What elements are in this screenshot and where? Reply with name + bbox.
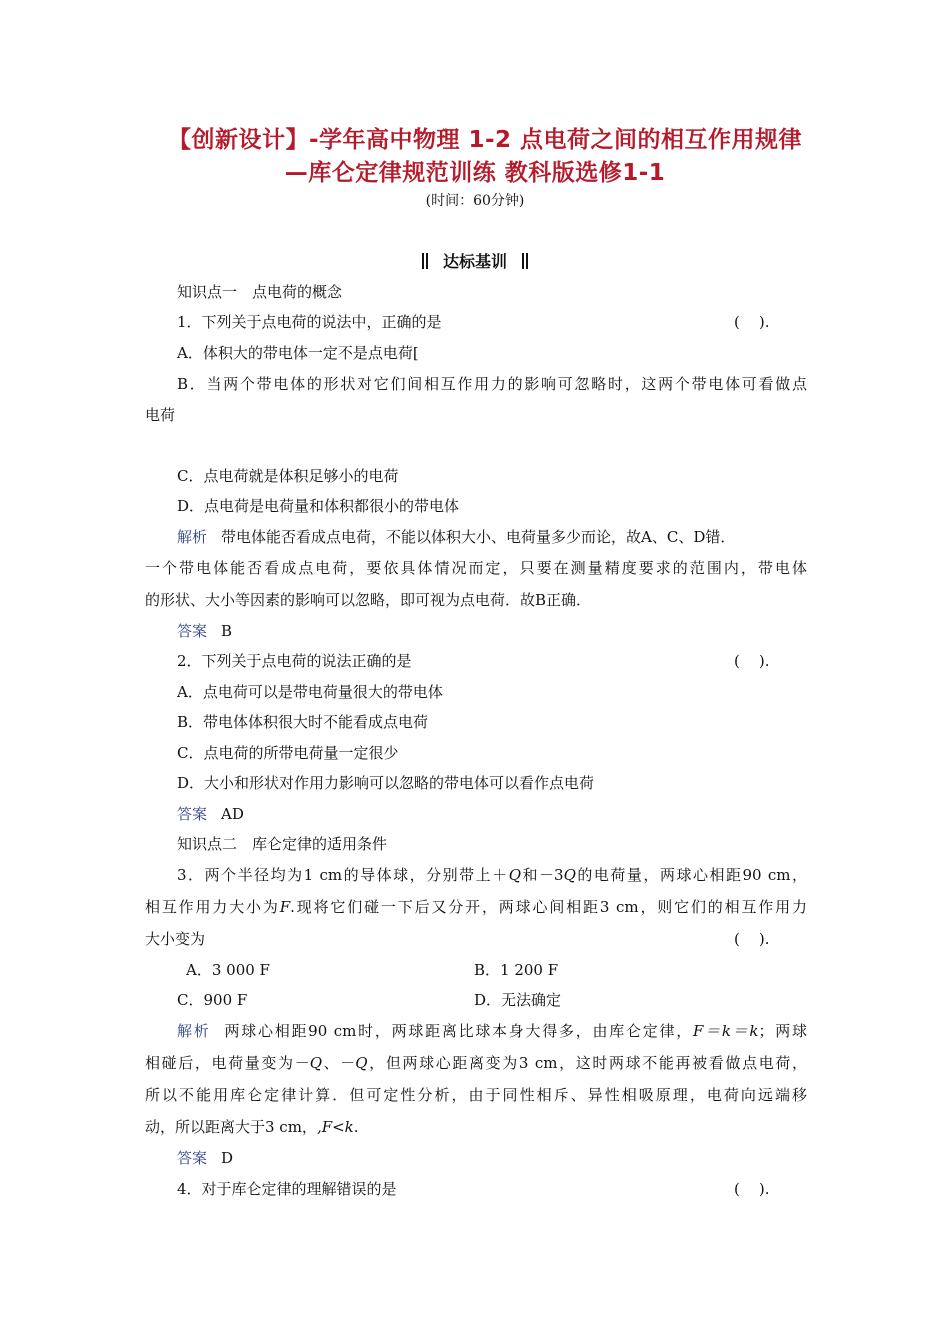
q3-answer: 答案 D xyxy=(177,1149,234,1167)
q3-analysis-line2: 相碰后，电荷量变为－Q、－Q，但两球心距离变为3 cm，这时两球不能再被看做点电荷， xyxy=(145,1054,807,1072)
q3-answer-blank: ( ). xyxy=(734,930,770,948)
q1-option-b-line2: 电荷 xyxy=(145,406,176,424)
q3-analysis-line1: 解析 两球心相距90 cm时，两球距离比球本身大得多，由库仑定律，F＝k＝k；两球 xyxy=(177,1022,807,1040)
q2-option-d: D．大小和形状对作用力影响可以忽略的带电体可以看作点电荷 xyxy=(177,774,595,792)
q3-analysis-line3: 所以不能用库仑定律计算．但可定性分析，由于同性相斥、异性相吸原理，电荷向远端移 xyxy=(145,1086,807,1104)
answer-label: 答案 xyxy=(177,622,208,640)
answer-label: 答案 xyxy=(177,805,208,823)
q2-option-b: B．带电体体积很大时不能看成点电荷 xyxy=(177,713,429,731)
q3-stem-line2: 相互作用力大小为F.现将它们碰一下后又分开，两球心间相距3 cm，则它们的相互作用力 xyxy=(145,898,807,916)
q1-analysis-line2: 一个带电体能否看成点电荷，要依具体情况而定，只要在测量精度要求的范围内，带电体 xyxy=(145,559,807,577)
q4-answer-blank: ( ). xyxy=(734,1180,770,1198)
q3-stem-line1: 3．两个半径均为1 cm的导体球，分别带上＋Q和－3Q的电荷量，两球心相距90 cm， xyxy=(177,866,808,884)
knowledge-point-2: 知识点二 库仑定律的适用条件 xyxy=(177,835,388,853)
q1-option-d: D．点电荷是电荷量和体积都很小的带电体 xyxy=(177,497,460,515)
q3-option-a: A．3 000 F xyxy=(186,961,270,979)
q1-stem: 1．下列关于点电荷的说法中，正确的是 xyxy=(177,313,442,331)
q1-option-a: A．体积大的带电体一定不是点电荷[ xyxy=(177,344,419,362)
section-heading xyxy=(0,249,950,272)
q3-option-c: C．900 F xyxy=(177,991,248,1009)
analysis-label: 解析 xyxy=(177,528,208,546)
q1-answer-blank: ( ). xyxy=(734,313,770,331)
q3-option-b: B．1 200 F xyxy=(474,961,559,979)
q3-analysis-line4: 动，所以距离大于3 cm，,F<k. xyxy=(145,1118,359,1136)
q2-answer-blank: ( ). xyxy=(734,652,770,670)
document-title-line-2: —库仑定律规范训练 教科版选修1-1 xyxy=(284,160,666,186)
section-bar-right xyxy=(526,253,528,269)
q1-option-c: C．点电荷就是体积足够小的电荷 xyxy=(177,467,399,485)
q1-answer: 答案 B xyxy=(177,622,233,640)
analysis-label: 解析 xyxy=(177,1022,211,1040)
answer-label: 答案 xyxy=(177,1149,208,1167)
q2-option-c: C．点电荷的所带电荷量一定很少 xyxy=(177,744,399,762)
q3-option-d: D．无法确定 xyxy=(474,991,562,1009)
q4-stem: 4．对于库仑定律的理解错误的是 xyxy=(177,1180,397,1198)
section-bar-left xyxy=(422,253,424,269)
q3-stem-line3: 大小变为 xyxy=(145,930,206,948)
q2-option-a: A．点电荷可以是带电荷量很大的带电体 xyxy=(177,683,443,701)
knowledge-point-1: 知识点一 点电荷的概念 xyxy=(177,283,343,301)
time-limit: (时间：60分钟) xyxy=(425,193,525,209)
q2-stem: 2．下列关于点电荷的说法正确的是 xyxy=(177,652,412,670)
q1-analysis-line1: 解析 带电体能否看成点电荷，不能以体积大小、电荷量多少而论，故A、C、D错． xyxy=(177,528,736,546)
document-title-line-1: 【创新设计】-学年高中物理 1-2 点电荷之间的相互作用规律 xyxy=(167,127,803,153)
q1-option-b-line1: B．当两个带电体的形状对它们间相互作用力的影响可忽略时，这两个带电体可看做点 xyxy=(177,375,807,393)
section-title: 达标基训 xyxy=(442,252,507,271)
q1-analysis-line3: 的形状、大小等因素的影响可以忽略，即可视为点电荷．故B正确． xyxy=(145,591,592,609)
q2-answer: 答案 AD xyxy=(177,805,244,823)
